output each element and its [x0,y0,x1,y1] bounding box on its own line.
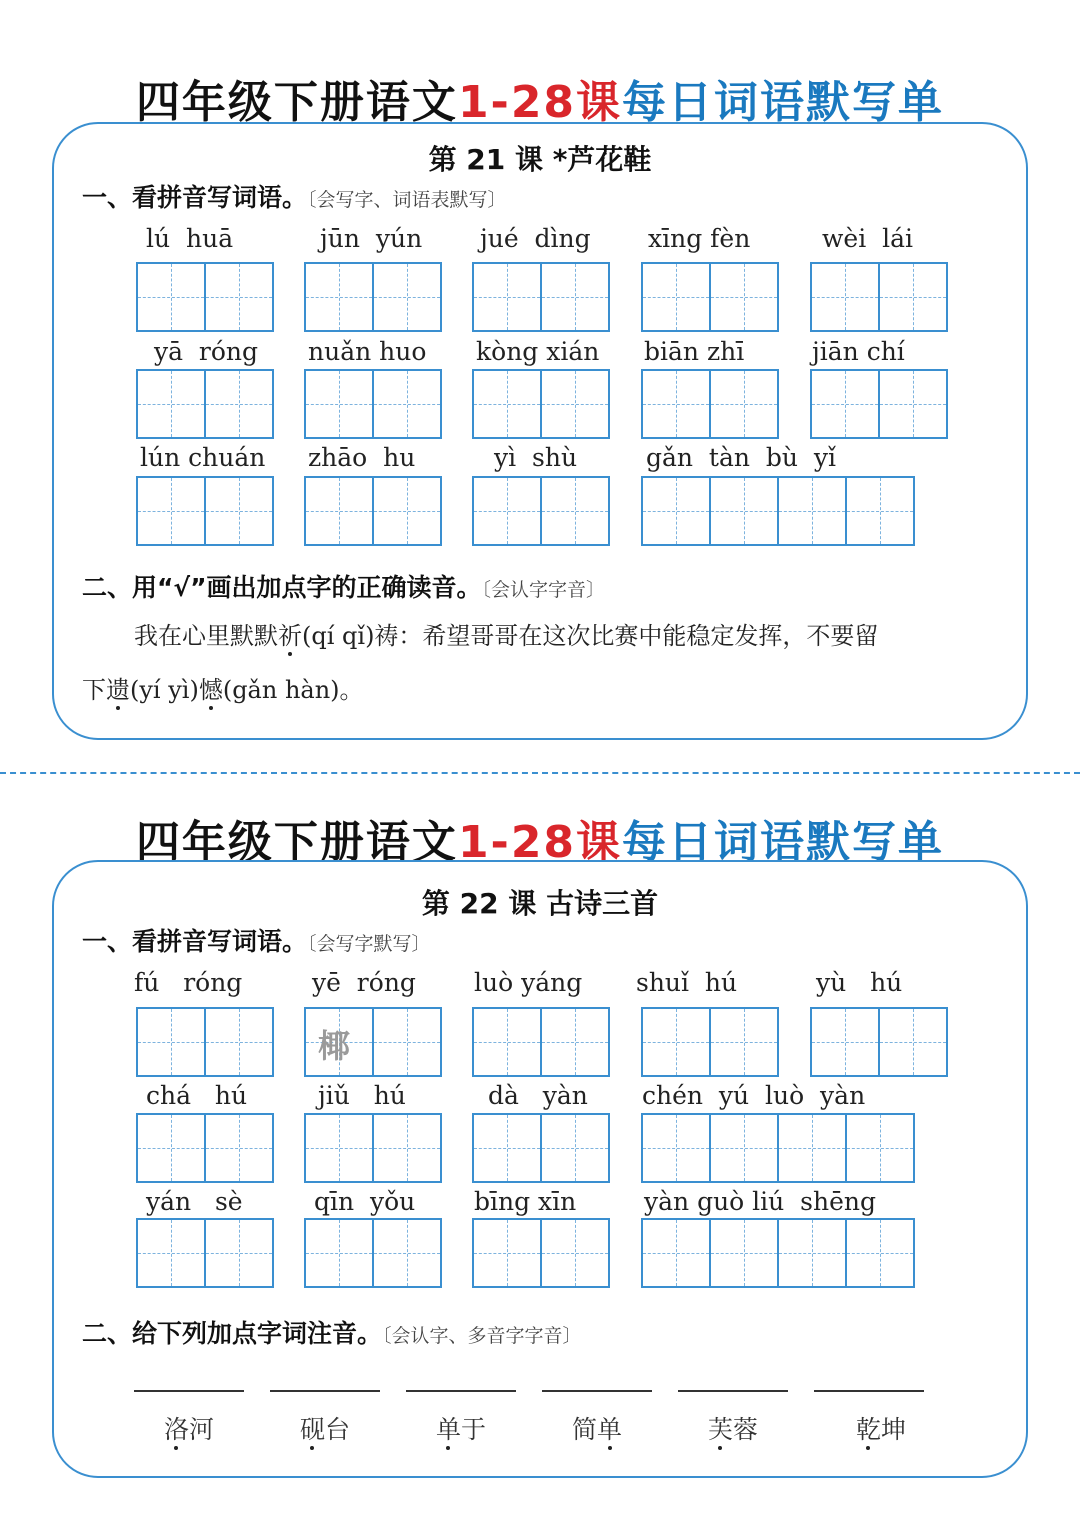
pinyin-label: yì shù [494,443,578,472]
answer-line[interactable] [814,1390,924,1392]
pinyin-label: luò yáng [474,968,583,997]
writing-grid[interactable] [136,262,272,332]
word-item: 芙蓉 [707,1415,759,1444]
lesson-21-section-1: 一、看拼音写词语。〔会写字、词语表默写〕 [82,183,507,212]
pinyin-label: gǎn tàn bù yǐ [646,443,836,472]
answer-line[interactable] [406,1390,516,1392]
word-item: 洛河 [163,1415,215,1444]
word-item: 单于 [435,1415,487,1444]
pinyin-label: kòng xián [476,337,600,366]
writing-grid[interactable] [641,1113,913,1183]
pinyin-label: chá hú [146,1081,248,1110]
writing-grid[interactable] [136,476,272,546]
pinyin-label: bīng xīn [474,1187,577,1216]
pinyin-label: lún chuán [140,443,266,472]
writing-grid[interactable] [641,1007,777,1077]
writing-grid[interactable] [136,1007,272,1077]
writing-grid[interactable] [472,262,608,332]
worksheet-title-2: 四年级下册语文1-28课每日词语默写单 [135,817,945,868]
pinyin-label: shuǐ hú [636,968,738,997]
writing-grid[interactable] [472,476,608,546]
pinyin-label: xīng fèn [648,224,751,253]
lesson-21-section-2: 二、用“√”画出加点字的正确读音。〔会认字字音〕 [82,573,606,602]
pinyin-label: yù hú [816,968,903,997]
writing-grid[interactable] [136,1113,272,1183]
answer-line[interactable] [542,1390,652,1392]
word-item: 乾坤 [855,1415,907,1444]
reading-sentence-line-1: 我在心里默默祈(qí qǐ)祷：希望哥哥在这次比赛中能稳定发挥，不要留 [134,622,879,650]
pinyin-label: dà yàn [488,1081,588,1110]
lesson-22-card [52,860,1028,1478]
word-item: 简单 [571,1415,623,1444]
writing-grid[interactable] [304,262,440,332]
pinyin-label: nuǎn huo [308,337,427,366]
pinyin-label: lú huā [146,224,234,253]
reading-sentence-line-2: 下遗(yí yì)憾(gǎn hàn)。 [82,676,364,704]
lesson-22-heading: 第 22 课 古诗三首 [421,887,659,920]
writing-grid[interactable] [472,1007,608,1077]
writing-grid[interactable] [810,1007,946,1077]
pinyin-label: yàn guò liú shēng [644,1187,876,1216]
writing-grid[interactable] [641,262,777,332]
writing-grid[interactable] [472,369,608,439]
example-answer-char: 椰 [318,1027,351,1065]
lesson-22-section-2: 二、给下列加点字词注音。〔会认字、多音字字音〕 [82,1319,582,1348]
writing-grid[interactable] [304,1007,440,1077]
cut-line-divider [0,772,1080,774]
pinyin-label: yán sè [146,1187,243,1216]
pinyin-label: yē róng [312,968,416,997]
pinyin-label: biān zhī [644,337,745,366]
writing-grid[interactable] [641,369,777,439]
pinyin-label: jué dìng [480,224,591,253]
answer-line[interactable] [678,1390,788,1392]
writing-grid[interactable] [472,1113,608,1183]
pinyin-label: qīn yǒu [314,1187,416,1216]
pinyin-label: chén yú luò yàn [642,1081,866,1110]
lesson-21-heading: 第 21 课 *芦花鞋 [428,143,652,176]
pinyin-label: zhāo hu [308,443,416,472]
writing-grid[interactable] [641,1218,913,1288]
writing-grid[interactable] [641,476,913,546]
worksheet-title-1: 四年级下册语文1-28课每日词语默写单 [135,77,945,128]
pinyin-label: jiān chí [812,337,905,366]
writing-grid[interactable] [136,369,272,439]
answer-line[interactable] [270,1390,380,1392]
pinyin-label: yā róng [154,337,259,366]
writing-grid[interactable] [304,1113,440,1183]
pinyin-label: jiǔ hú [318,1081,406,1110]
writing-grid[interactable] [810,262,946,332]
lesson-22-section-1: 一、看拼音写词语。〔会写字默写〕 [82,927,431,956]
pinyin-label: wèi lái [822,224,913,253]
writing-grid[interactable] [136,1218,272,1288]
lesson-21-card [52,122,1028,740]
writing-grid[interactable] [304,1218,440,1288]
word-item: 砚台 [299,1415,351,1444]
writing-grid[interactable] [472,1218,608,1288]
pinyin-label: fú róng [134,968,243,997]
writing-grid[interactable] [304,369,440,439]
writing-grid[interactable] [304,476,440,546]
answer-line[interactable] [134,1390,244,1392]
writing-grid[interactable] [810,369,946,439]
pinyin-label: jūn yún [320,224,423,253]
